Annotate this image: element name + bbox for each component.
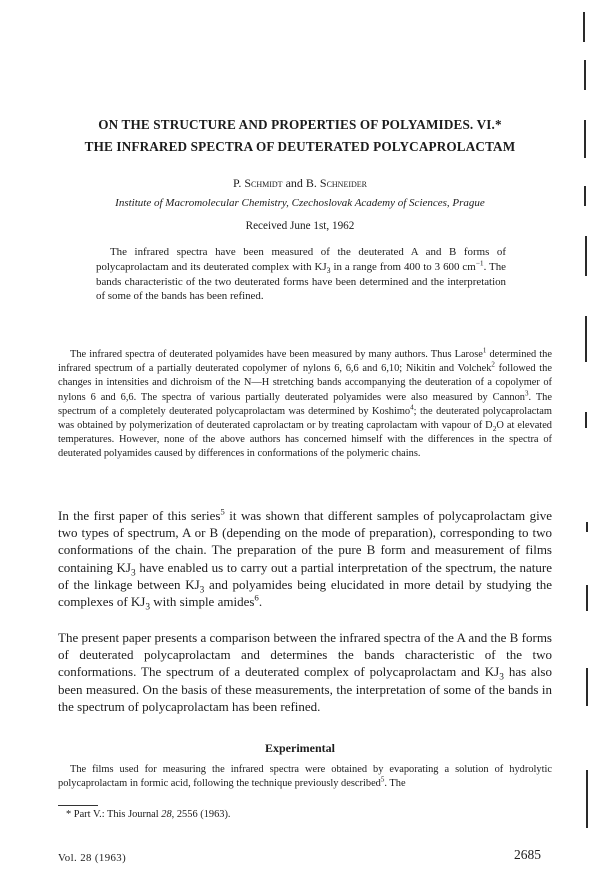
body-text: with simple amides <box>150 594 255 610</box>
subscript: 3 <box>499 673 504 683</box>
section-heading-experimental: Experimental <box>265 741 335 755</box>
author-schneider: B. Schneider <box>305 176 368 190</box>
scan-edge-line <box>586 522 588 532</box>
body-text: determined the infrared spectrum of a partially deuterated copolymer of nylons 6, 6,6 and 6,10; Nikitin and Volchek <box>58 349 552 375</box>
reference-marker: 4 <box>410 403 414 412</box>
subscript: 3 <box>131 568 136 579</box>
reference-marker: 5 <box>380 775 385 784</box>
footnote-rule <box>58 805 98 806</box>
body-text: ; the deuterated polycaprolactam was obtained by polymerization of deuterated caprolactam or by treating caprolactam with vapour of D <box>58 405 552 432</box>
subscript: 3 <box>199 585 205 596</box>
experimental-paragraph <box>58 763 552 791</box>
author-schmidt: P. Schmidt <box>232 176 283 190</box>
body-text: followed the changes in intensities and dichroism of the N—H stretching bands accompanying the deuteration of a copolymer of nylons 6 and 6,6. The spectra of various partially deuterated polyamides were also measured by Cannon <box>58 363 552 403</box>
scan-edge-line <box>584 120 586 158</box>
body-text: The infrared spectra of deuterated polyamides have been measured by many authors. Thus Larose <box>70 349 483 360</box>
abstract-text: The infrared spectra have been measured of the deuterated A and B forms of polycaprolactam and its deuterated complex with KJ <box>96 246 506 273</box>
scan-edge-line <box>584 60 586 90</box>
reference-marker: 1 <box>482 346 487 355</box>
scan-edge-line <box>586 770 588 828</box>
subscript: 3 <box>145 602 151 613</box>
body-text: In the first paper of this series <box>58 508 221 523</box>
reference-marker: 2 <box>491 360 495 369</box>
scan-edge-line <box>585 412 587 428</box>
reference-marker: 3 <box>524 389 529 398</box>
title-line-2: THE INFRARED SPECTRA OF DEUTERATED POLYCAPROLACTAM <box>84 139 516 154</box>
title-line-1: ON THE STRUCTURE AND PROPERTIES OF POLYAMIDES. VI.* <box>98 117 502 132</box>
footnote-volume: 28 <box>161 809 172 820</box>
authors <box>30 176 570 191</box>
body-text: The present paper presents a comparison between the infrared spectra of the A and the B forms of deuterated polycaprolactam and determines the bands characteristic of the two conformations. The spectrum of a deuterated complex of polycaprolactam and KJ <box>58 630 552 680</box>
body-text: . The <box>384 778 406 790</box>
author-conjunction: and <box>285 176 303 190</box>
body-text: . <box>258 594 263 610</box>
abstract <box>96 245 506 304</box>
page-number: 2685 <box>514 847 541 862</box>
body-text: has also been measured. On the basis of these measurements, the interpretation of some of the bands in the spectrum of polycaprolactam has been refined. <box>58 664 552 714</box>
scan-edge-line <box>585 236 587 276</box>
body-text: O at elevated temperatures. However, none of the above authors has concerned himself with the differences in the spectra of deuterated polyamides caused by differences in conformations of the polymeric chains. <box>58 420 552 460</box>
scan-edge-line <box>584 186 586 206</box>
body-text: The films used for measuring the infrared spectra were obtained by evaporating a solution of hydrolytic polycaprolactam in formic acid, following the technique previously described <box>58 764 552 790</box>
scan-edge-line <box>586 668 588 706</box>
abstract-text: in a range from 400 to 3 600 cm <box>330 260 476 273</box>
footnote-text: * Part V.: This Journal <box>66 809 162 820</box>
body-text: have enabled us to carry out a partial interpretation of the spectrum, the nature of the linkage between KJ <box>58 559 552 592</box>
reference-marker: 6 <box>254 592 259 603</box>
body-paragraph-present <box>58 629 552 715</box>
scan-edge-line <box>583 12 585 42</box>
scan-edge-line <box>585 316 587 362</box>
received-date: Received June 1st, 1962 <box>245 220 355 232</box>
abstract-text: . The bands characteristic of the two deuterated forms have been determined and the interpretation of some of the bands has been refined. <box>96 260 506 303</box>
footnote-text: , 2556 (1963). <box>171 809 231 820</box>
body-text: and polyamides being elucidated in more detail by studying the complexes of KJ <box>58 576 552 610</box>
intro-paragraph <box>58 348 552 462</box>
body-text: it was shown that different samples of polycaprolactam give two types of spectrum, A or B (depending on the mode of preparation), corresponding to two conformations of the chain. The preparation of the pure B form and measurement of films containing KJ <box>58 508 552 575</box>
footnote <box>66 809 231 820</box>
subscript: 3 <box>326 265 331 275</box>
institute-affiliation: Institute of Macromolecular Chemistry, Czechoslovak Academy of Sciences, Prague <box>115 197 485 209</box>
subscript: 2 <box>492 424 497 434</box>
reference-marker: 5 <box>220 506 225 517</box>
scan-edge-line <box>586 585 588 611</box>
body-paragraph-series <box>58 506 552 613</box>
journal-volume: Vol. 28 (1963) <box>58 852 127 864</box>
superscript: −1 <box>475 258 484 268</box>
body-text: . The spectrum of a completely deuterated polycaprolactam was determined by Koshimo <box>58 391 552 417</box>
